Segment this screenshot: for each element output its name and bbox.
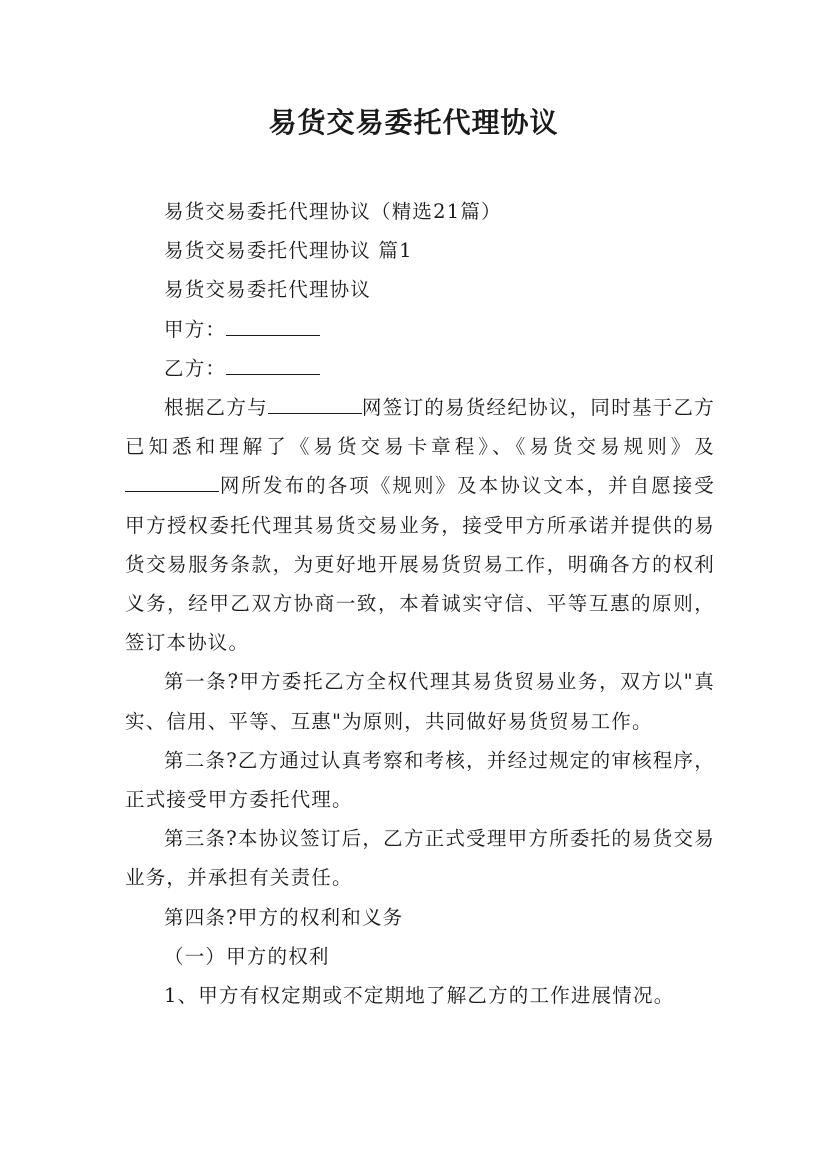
article-1: 第一条?甲方委托乙方全权代理其易货贸易业务，双方以"真实、信用、平等、互惠"为原则，共同做好易货贸易工作。 [125,670,715,733]
sub-heading: （一）甲方的权利 [164,944,330,968]
party-a-label: 甲方： [164,317,227,341]
intro-blank-1 [268,389,362,414]
document-body [125,192,715,1015]
document-title: 易货交易委托代理协议 [268,106,559,139]
article-4: 第四条?甲方的权利和义务 [164,905,404,929]
party-a-blank [226,311,320,336]
intro-part2: 网签订的易货经纪协议，同时基于乙方已知悉和理解了《易货交易卡章程》、《易货交易规则》及 [125,396,715,459]
party-b-line [125,349,715,388]
document-subtitle: 易货交易委托代理协议（精选21篇） [164,200,502,223]
agreement-name: 易货交易委托代理协议 [164,278,372,302]
article-2: 第二条?乙方通过认真考察和考核，并经过规定的审核程序，正式接受甲方委托代理。 [125,748,715,812]
party-b-blank [226,350,320,375]
party-a-line [125,310,715,349]
intro-paragraph [125,388,715,662]
item-1: 1、甲方有权定期或不定期地了解乙方的工作进展情况。 [164,984,675,1008]
section-heading: 易货交易委托代理协议 篇1 [164,239,413,263]
intro-blank-2 [125,467,219,492]
party-b-label: 乙方： [164,356,227,380]
intro-part1: 根据乙方与 [164,396,268,420]
article-3: 第三条?本协议签订后，乙方正式受理甲方所委托的易货交易业务，并承担有关责任。 [125,827,715,890]
intro-part3: 网所发布的各项《规则》及本协议文本，并自愿接受甲方授权委托代理其易货交易业务，接受甲方所承诺并提供的易货交易服务条款，为更好地开展易货贸易工作，明确各方的权利义务，经甲乙双方协商一致，本着诚实守信、平等互惠的原则，签订本协议。 [125,474,715,655]
